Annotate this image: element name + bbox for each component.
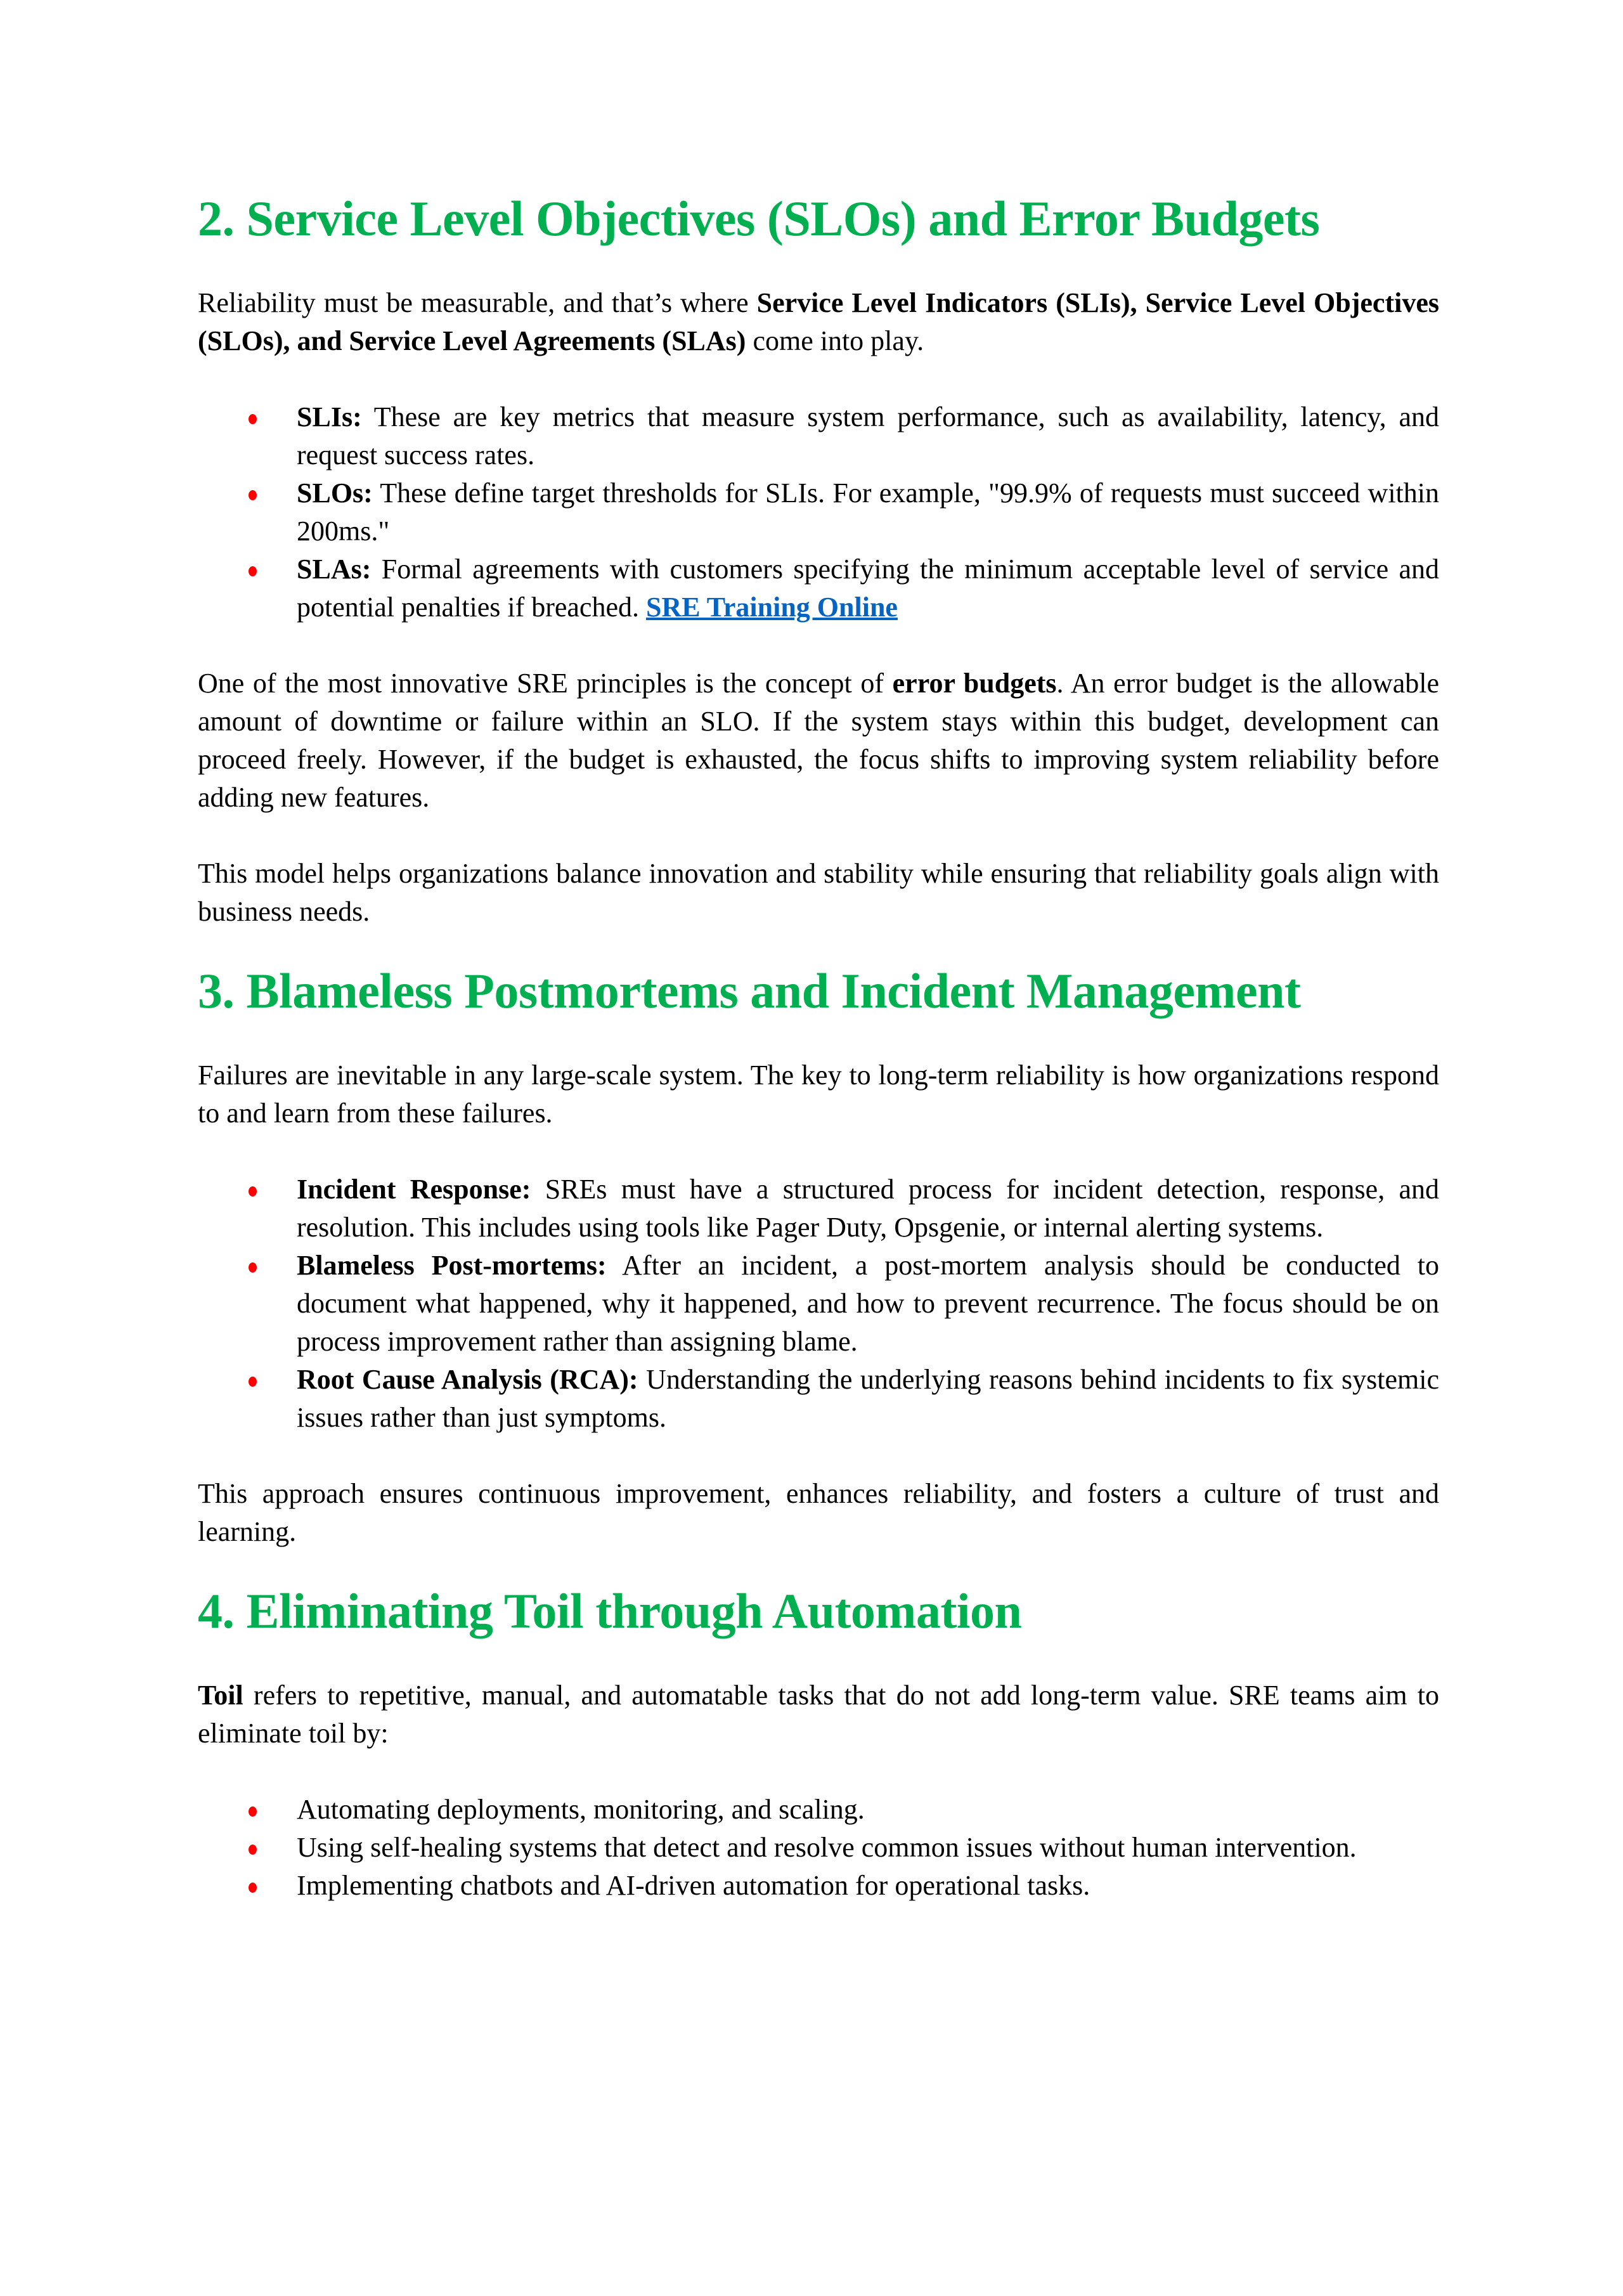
bullet-term: SLOs: [297, 477, 373, 509]
bullet-text: Using self-healing systems that detect and resolve common issues without human intervention. [297, 1832, 1357, 1863]
error-budgets-term: error budgets [892, 668, 1057, 699]
bullet-text: After an incident, a post-mortem analysis should be conducted to document what happened, why it happened, and how to prevent recurrence. The focus should be on process improvement rather than assigning blame. [297, 1250, 1439, 1357]
bullet-text: Formal agreements with customers specifying the minimum acceptable level of service and potential penalties if breached. [297, 554, 1439, 623]
intro-text-end: come into play. [746, 325, 924, 356]
bullet-icon [249, 1186, 257, 1197]
list-item-incident-response [198, 1171, 1439, 1247]
list-item-slas [198, 550, 1439, 626]
toil-elimination-list [198, 1791, 1439, 1905]
toil-term: Toil [198, 1680, 243, 1711]
section-heading-slos: 2. Service Level Objectives (SLOs) and Error Budgets [198, 191, 1320, 246]
list-item [198, 1867, 1439, 1905]
bullet-text: Understanding the underlying reasons behind incidents to fix systemic issues rather than just symptoms. [297, 1364, 1440, 1433]
list-item-blameless-postmortems [198, 1247, 1439, 1361]
document-page [198, 190, 1439, 1905]
bullet-icon [249, 490, 257, 500]
paragraph-text: One of the most innovative SRE principles is the concept of [198, 668, 893, 699]
slo-intro-paragraph [198, 284, 1439, 360]
bullet-term: Root Cause Analysis (RCA): [297, 1364, 638, 1395]
list-item-slis [198, 398, 1439, 474]
bullet-icon [249, 1262, 257, 1273]
bullet-text: These define target thresholds for SLIs. For example, "99.9% of requests must succeed within 200ms." [297, 477, 1439, 547]
bullet-term: SLAs: [297, 554, 372, 585]
bullet-icon [249, 1806, 257, 1817]
postmortem-intro-paragraph: Failures are inevitable in any large-scale system. The key to long-term reliability is how organizations respond to and learn from these failures. [198, 1060, 1439, 1129]
bullet-icon [249, 1845, 257, 1855]
bullet-text: These are key metrics that measure system performance, such as availability, latency, and request success rates. [297, 401, 1439, 470]
bullet-term: Blameless Post-mortems: [297, 1250, 607, 1281]
bullet-icon [249, 414, 257, 424]
bullet-text: SREs must have a structured process for incident detection, response, and resolution. This includes using tools like Pager Duty, Opsgenie, or internal alerting systems. [297, 1174, 1439, 1243]
bullet-term: Incident Response: [297, 1174, 531, 1205]
sli-slo-sla-list [198, 398, 1439, 626]
error-budget-paragraph [198, 665, 1439, 817]
list-item [198, 1791, 1439, 1829]
list-item-slos [198, 474, 1439, 550]
toil-intro-paragraph [198, 1677, 1439, 1753]
bullet-icon [249, 1377, 257, 1387]
paragraph-text: refers to repetitive, manual, and automatable tasks that do not add long-term value. SRE teams aim to eliminate toil by: [198, 1680, 1439, 1749]
list-item-rca [198, 1361, 1439, 1437]
sre-training-online-link[interactable]: SRE Training Online [646, 592, 898, 623]
intro-bold-terms: Service Level Indicators (SLIs), Service Level Objectives (SLOs), and Service Level Agreements (SLAs) [198, 287, 1439, 356]
intro-text: Reliability must be measurable, and that’s where [198, 287, 757, 318]
bullet-text: Automating deployments, monitoring, and scaling. [297, 1794, 865, 1825]
bullet-text: Implementing chatbots and AI-driven automation for operational tasks. [297, 1870, 1090, 1901]
paragraph-text-end: . An error budget is the allowable amount of downtime or failure within an SLO. If the system stays within this budget, development can proceed freely. However, if the budget is exhausted, the focus shifts to improving system reliability before adding new features. [198, 668, 1439, 813]
approach-paragraph: This approach ensures continuous improvement, enhances reliability, and fosters a culture of trust and learning. [198, 1478, 1439, 1547]
section-heading-postmortems: 3. Blameless Postmortems and Incident Management [198, 963, 1301, 1018]
incident-management-list [198, 1171, 1439, 1437]
bullet-icon [249, 566, 257, 576]
bullet-term: SLIs: [297, 401, 362, 432]
bullet-icon [249, 1883, 257, 1893]
section-heading-toil: 4. Eliminating Toil through Automation [198, 1583, 1022, 1638]
list-item [198, 1829, 1439, 1867]
model-paragraph: This model helps organizations balance innovation and stability while ensuring that reliability goals align with business needs. [198, 858, 1439, 927]
